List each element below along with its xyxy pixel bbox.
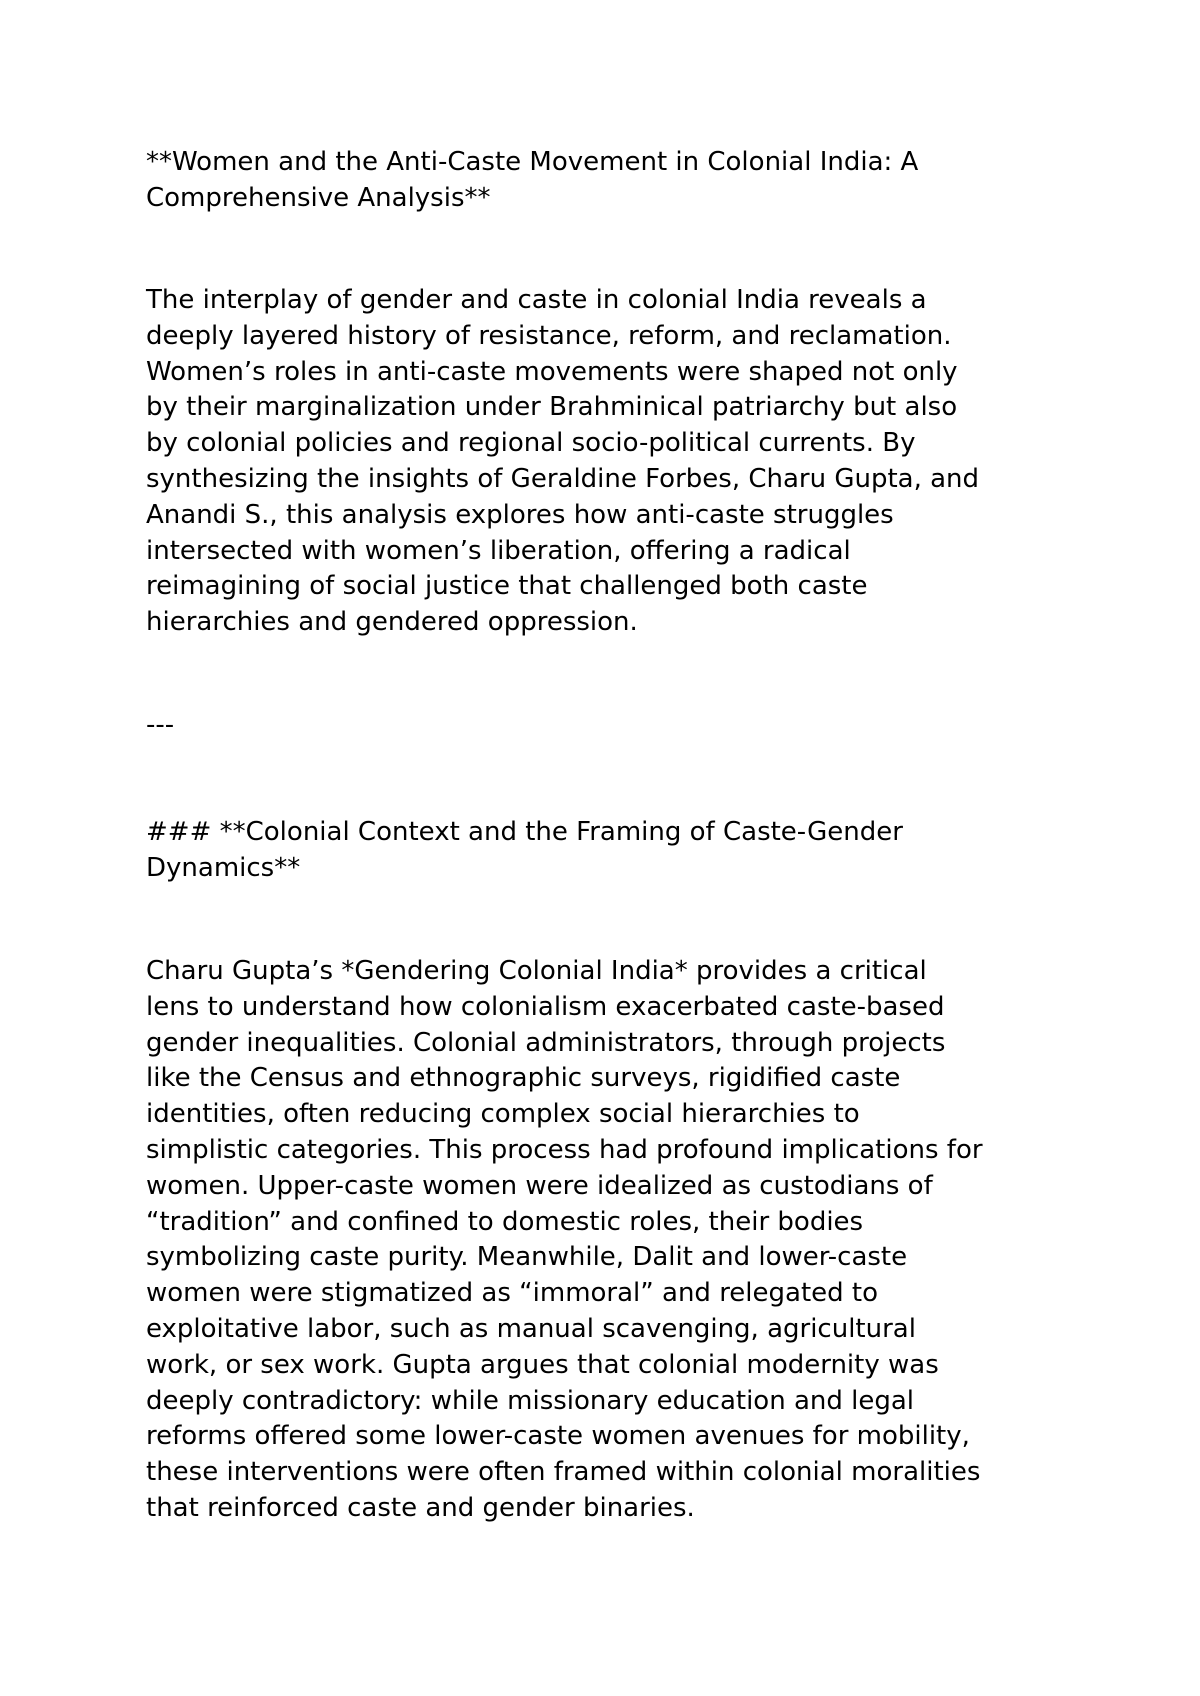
- section-paragraph: Charu Gupta’s *Gendering Colonial India* provides a critical lens to understand how colonialism exacerbated caste-based gender inequalities. Colonial administrators, through projects like the Census and ethnographic surveys, rigidified caste identities, often reducing complex social hierarchies to simplistic categories. This process had profound implications for women. Upper-caste women were idealized as custodians of “tradition” and confined to domestic roles, their bodies symbolizing caste purity. Meanwhile, Dalit and lower-caste women were stigmatized as “immoral” and relegated to exploitative labor, such as manual scavenging, agricultural work, or sex work. Gupta argues that colonial modernity was deeply contradictory: while missionary education and legal reforms offered some lower-caste women avenues for mobility, these interventions were often framed within colonial moralities that reinforced caste and gender binaries.: [146, 956, 983, 1523]
- section-separator: ---: [146, 710, 175, 740]
- intro-paragraph: The interplay of gender and caste in colonial India reveals a deeply layered history of resistance, reform, and reclamation. Women’s roles in anti-caste movements were shaped not only by their marginalization under Brahminical patriarchy but also by colonial policies and regional socio-political currents. By synthesizing the insights of Geraldine Forbes, Charu Gupta, and Anandi S., this analysis explores how anti-caste struggles intersected with women’s liberation, offering a radical reimagining of social justice that challenged both caste hierarchies and gendered oppression.: [146, 285, 980, 638]
- section-heading: ### **Colonial Context and the Framing of Caste-Gender Dynamics**: [146, 817, 903, 883]
- document-title: **Women and the Anti-Caste Movement in Colonial India: A Comprehensive Analysis**: [146, 147, 919, 213]
